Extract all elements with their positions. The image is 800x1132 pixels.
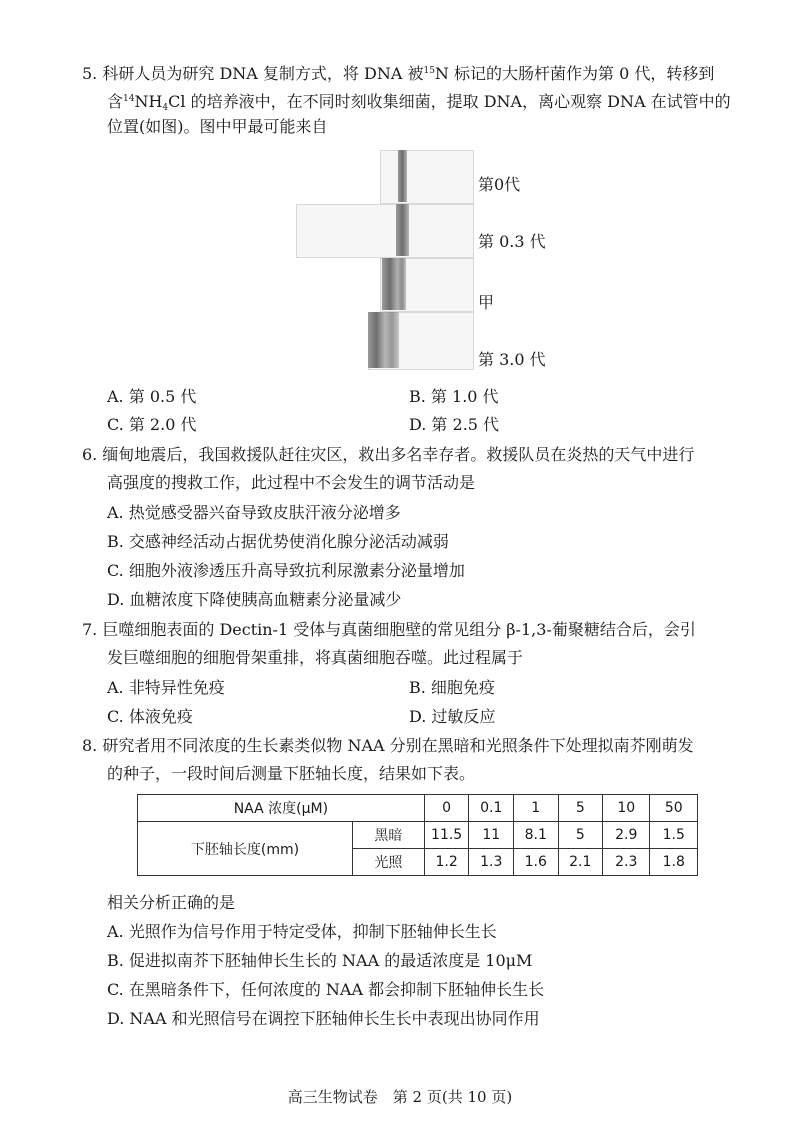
band-jia-hybrid bbox=[398, 258, 406, 310]
q7-option-b: B. 细胞免疫 bbox=[409, 678, 495, 697]
table-header-row bbox=[138, 795, 698, 822]
q5-line1-text: 5. 科研人员为研究 DNA 复制方式，将 DNA 被 bbox=[82, 64, 424, 83]
q5-line2-a: 含 bbox=[107, 92, 124, 111]
band-gen3-0-hybrid bbox=[385, 312, 399, 368]
table-cell: 1.6 bbox=[514, 849, 559, 876]
table-cell: 2.9 bbox=[603, 822, 650, 849]
table-cell: 1.8 bbox=[650, 849, 698, 876]
q5-stem-line-3: 位置(如图)。图中甲最可能来自 bbox=[107, 117, 328, 136]
q7-stem-line-2: 发巨噬细胞的细胞骨架重排，将真菌细胞吞噬。此过程属于 bbox=[107, 648, 524, 667]
table-cell: 11 bbox=[469, 822, 514, 849]
table-conc: 0 bbox=[424, 795, 469, 822]
q8-option-b: B. 促进拟南芥下胚轴伸长生长的 NAA 的最适浓度是 10μM bbox=[107, 951, 533, 970]
figure-label-gen0: 第0代 bbox=[478, 175, 521, 194]
naa-data-table bbox=[137, 794, 698, 876]
q8-prompt: 相关分析正确的是 bbox=[107, 893, 236, 912]
table-light-label: 光照 bbox=[353, 849, 425, 876]
q5-line2-b: NH bbox=[134, 92, 163, 111]
tube-gen0 bbox=[380, 150, 474, 204]
band-gen3-0-light bbox=[368, 312, 385, 368]
q6-option-a: A. 热觉感受器兴奋导致皮肤汗液分泌增多 bbox=[107, 503, 401, 522]
table-cell: 1.2 bbox=[424, 849, 469, 876]
q5-stem-line-1 bbox=[82, 58, 714, 87]
band-gen0-heavy bbox=[398, 150, 407, 202]
table-conc: 0.1 bbox=[469, 795, 514, 822]
isotope-superscript-14: 14 bbox=[123, 94, 135, 104]
subscript-4: 4 bbox=[162, 103, 169, 113]
table-cell: 1.3 bbox=[469, 849, 514, 876]
q8-option-a: A. 光照作为信号作用于特定受体，抑制下胚轴伸长生长 bbox=[107, 922, 497, 941]
table-row-label: 下胚轴长度(mm) bbox=[138, 822, 353, 876]
figure-label-gen3-0: 第 3.0 代 bbox=[478, 350, 546, 369]
q7-option-c: C. 体液免疫 bbox=[107, 707, 193, 726]
q6-stem-line-1: 6. 缅甸地震后，我国救援队赶往灾区，救出多名幸存者。救援队员在炎热的天气中进行 bbox=[82, 445, 695, 464]
table-conc: 1 bbox=[514, 795, 559, 822]
isotope-superscript-15: 15 bbox=[423, 66, 435, 76]
q8-stem-line-2: 的种子，一段时间后测量下胚轴长度，结果如下表。 bbox=[107, 764, 476, 783]
figure-label-gen0-3: 第 0.3 代 bbox=[478, 232, 546, 251]
q5-line1-tail: N 标记的大肠杆菌作为第 0 代，转移到 bbox=[434, 64, 715, 83]
centrifuge-tube-figure bbox=[296, 150, 474, 372]
q7-stem-line-1: 7. 巨噬细胞表面的 Dectin-1 受体与真菌细胞壁的常见组分 β-1,3-葡聚糖结合后，会引 bbox=[82, 620, 696, 639]
table-cell: 5 bbox=[558, 822, 603, 849]
band-jia-light bbox=[382, 258, 398, 310]
table-cell: 11.5 bbox=[424, 822, 469, 849]
q6-option-b: B. 交感神经活动占据优势使消化腺分泌活动减弱 bbox=[107, 532, 449, 551]
table-dark-label: 黑暗 bbox=[353, 822, 425, 849]
q7-option-a: A. 非特异性免疫 bbox=[107, 678, 225, 697]
table-cell: 8.1 bbox=[514, 822, 559, 849]
q8-option-c: C. 在黑暗条件下，任何浓度的 NAA 都会抑制下胚轴伸长生长 bbox=[107, 980, 545, 999]
table-cell: 2.1 bbox=[558, 849, 603, 876]
q6-option-c: C. 细胞外液渗透压升高导致抗利尿激素分泌量增加 bbox=[107, 561, 465, 580]
table-cell: 2.3 bbox=[603, 849, 650, 876]
q5-line2-c: Cl 的培养液中，在不同时刻收集细菌，提取 DNA，离心观察 DNA 在试管中的 bbox=[168, 92, 731, 111]
table-conc: 5 bbox=[558, 795, 603, 822]
q8-option-d: D. NAA 和光照信号在调控下胚轴伸长生长中表现出协同作用 bbox=[107, 1009, 540, 1028]
q6-option-d: D. 血糖浓度下降使胰高血糖素分泌量减少 bbox=[107, 590, 402, 609]
q5-option-c: C. 第 2.0 代 bbox=[107, 415, 197, 434]
table-conc: 50 bbox=[650, 795, 698, 822]
tube-gen0-3 bbox=[296, 204, 474, 258]
table-cell: 1.5 bbox=[650, 822, 698, 849]
table-conc: 10 bbox=[603, 795, 650, 822]
table-row-dark bbox=[138, 822, 698, 849]
table-header-naa: NAA 浓度(μM) bbox=[138, 795, 425, 822]
q8-stem-line-1: 8. 研究者用不同浓度的生长素类似物 NAA 分别在黑暗和光照条件下处理拟南芥刚萌发 bbox=[82, 736, 694, 755]
q5-option-a: A. 第 0.5 代 bbox=[107, 387, 197, 406]
q6-stem-line-2: 高强度的搜救工作，此过程中不会发生的调节活动是 bbox=[107, 473, 476, 492]
band-gen0-3 bbox=[396, 204, 409, 256]
q5-option-d: D. 第 2.5 代 bbox=[409, 415, 500, 434]
figure-label-jia: 甲 bbox=[478, 293, 495, 312]
page-footer: 高三生物试卷 第 2 页(共 10 页) bbox=[287, 1088, 513, 1106]
q5-option-b: B. 第 1.0 代 bbox=[409, 387, 499, 406]
q7-option-d: D. 过敏反应 bbox=[409, 707, 496, 726]
